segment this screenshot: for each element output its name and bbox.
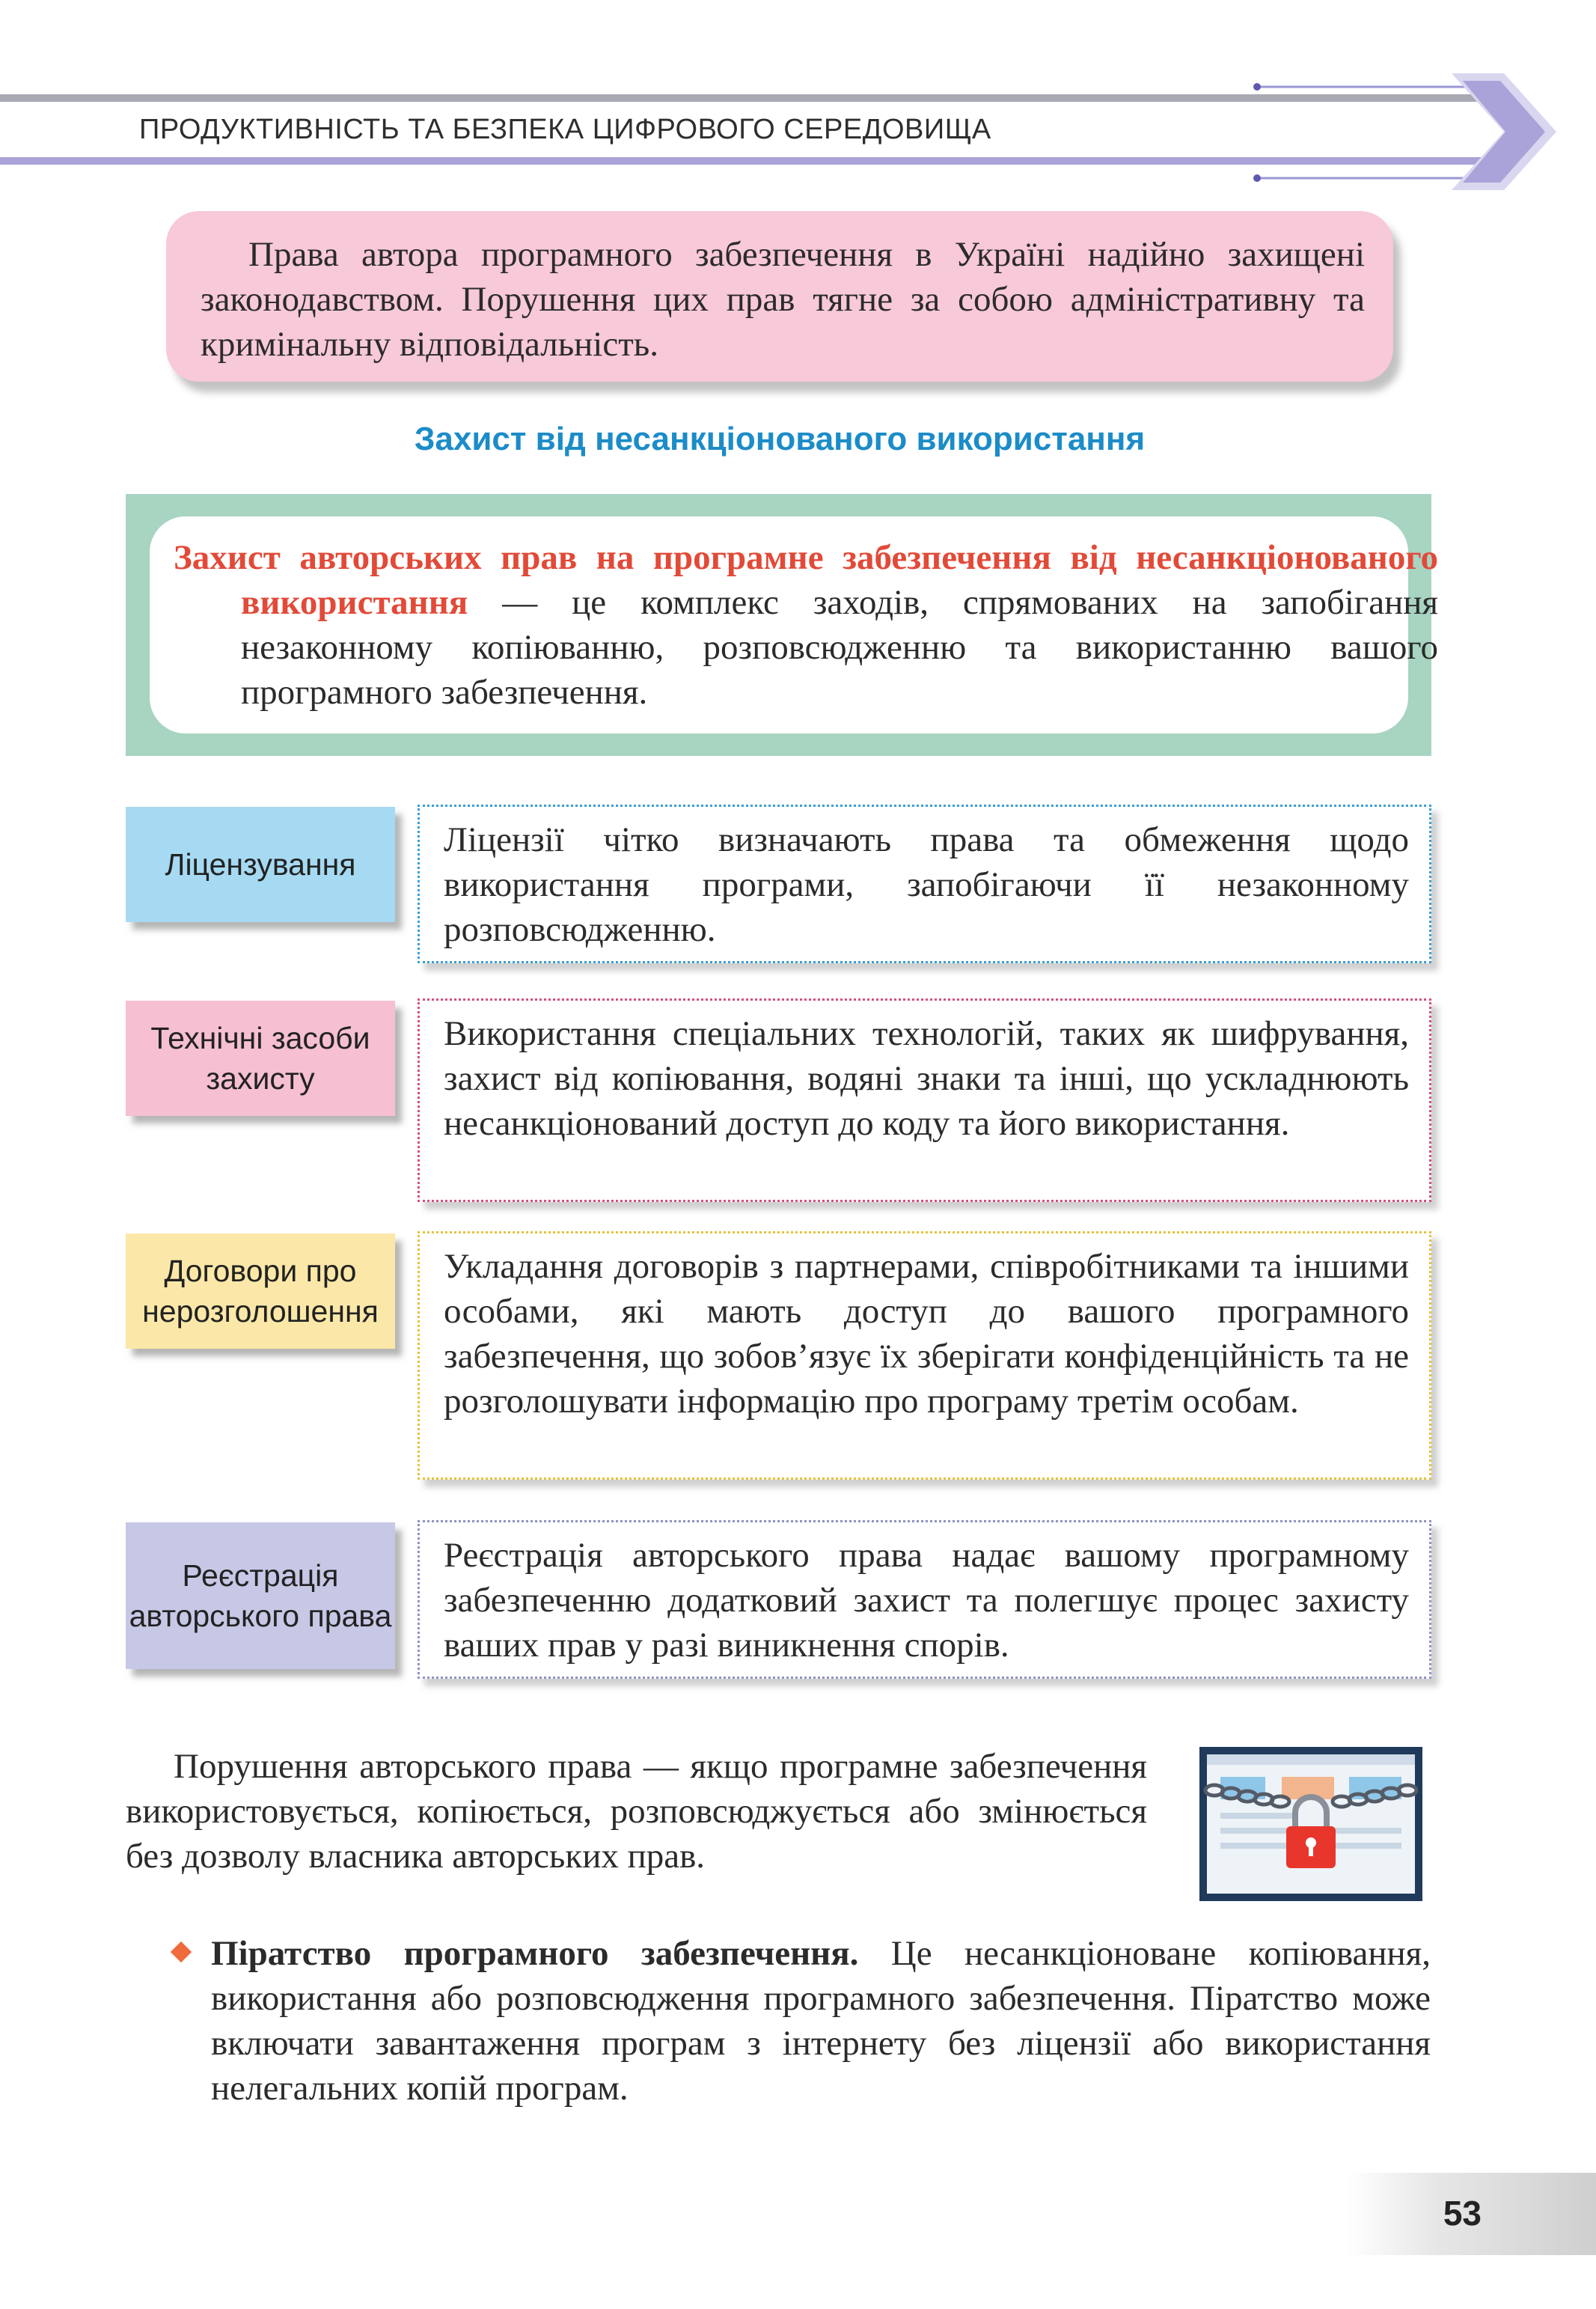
measure-label-technical: Технічні засоби захисту [126,1001,395,1116]
measure-description-text: Укладання договорів з партнерами, співробітниками та іншими особами, які мають доступ до вашого програмного забезпечення, що зобов’язує їх зберігати конфіденційність та не розголошувати інформацію про програму третім особам. [444,1247,1409,1421]
measure-description-text: Ліцензії чітко визначають права та обмеження щодо використання програми, запобігаючи її незаконному розповсюдженню. [444,820,1409,949]
measure-label-registration: Реєстрація авторського права [126,1522,395,1669]
bullet-body: Це несанкціоноване копіювання, використання або розповсюдження програмного забезпечення. Піратство може включати завантаження програм з інтернету без ліцензії або використання нелегальних копій програм. [211,1934,1431,2108]
measure-description-licensing [418,805,1431,963]
header-arrow-icon [1227,66,1556,193]
bullet-term: Піратство програмного забезпечення. [211,1934,859,1973]
measure-description-registration [418,1520,1431,1679]
note-text: Права автора програмного забезпечення в Україні надійно захищені законодавством. Порушення цих прав тягне за собою адміністративну та кримінальну відповідальність. [201,235,1365,364]
measure-description-technical [418,998,1431,1202]
definition-body: — це комплекс заходів, спрямованих на запобігання незаконному копіюванню, розповсюдженню та використанню вашого програмного забезпечення. [241,583,1438,712]
measure-description-text: Використання спеціальних технологій, таких як шифрування, захист від копіювання, водяні знаки та інші, що ускладнюють несанкціонований доступ до коду та його використання. [444,1014,1409,1143]
page-number: 53 [1443,2194,1482,2233]
definition-term: Захист авторських прав на програмне забезпечення від несанкціонованого використання [174,538,1438,622]
measure-label-nda: Договори про нерозголошення [126,1233,395,1349]
section-heading: Захист від несанкціонованого використання [414,421,1146,457]
body-paragraph: Порушення авторського права — якщо програмне забезпечення використовується, копіюється, розповсюджується або змінюється без дозволу власника авторських прав. [126,1747,1147,1876]
definition-text [174,535,1438,715]
bullet-marker [171,1942,192,1962]
measure-description-text: Реєстрація авторського права надає вашому програмному забезпеченню додатковий захист та полегшує процес захисту ваших прав у разі виникнення спорів. [444,1536,1409,1665]
measure-label-licensing: Ліцензування [126,807,395,922]
bullet-paragraph [211,1931,1431,2111]
locked-screen-illustration [1199,1747,1422,1901]
measure-description-nda [418,1231,1431,1480]
chapter-title: ПРОДУКТИВНІСТЬ ТА БЕЗПЕКА ЦИФРОВОГО СЕРЕДОВИЩА [139,114,991,145]
